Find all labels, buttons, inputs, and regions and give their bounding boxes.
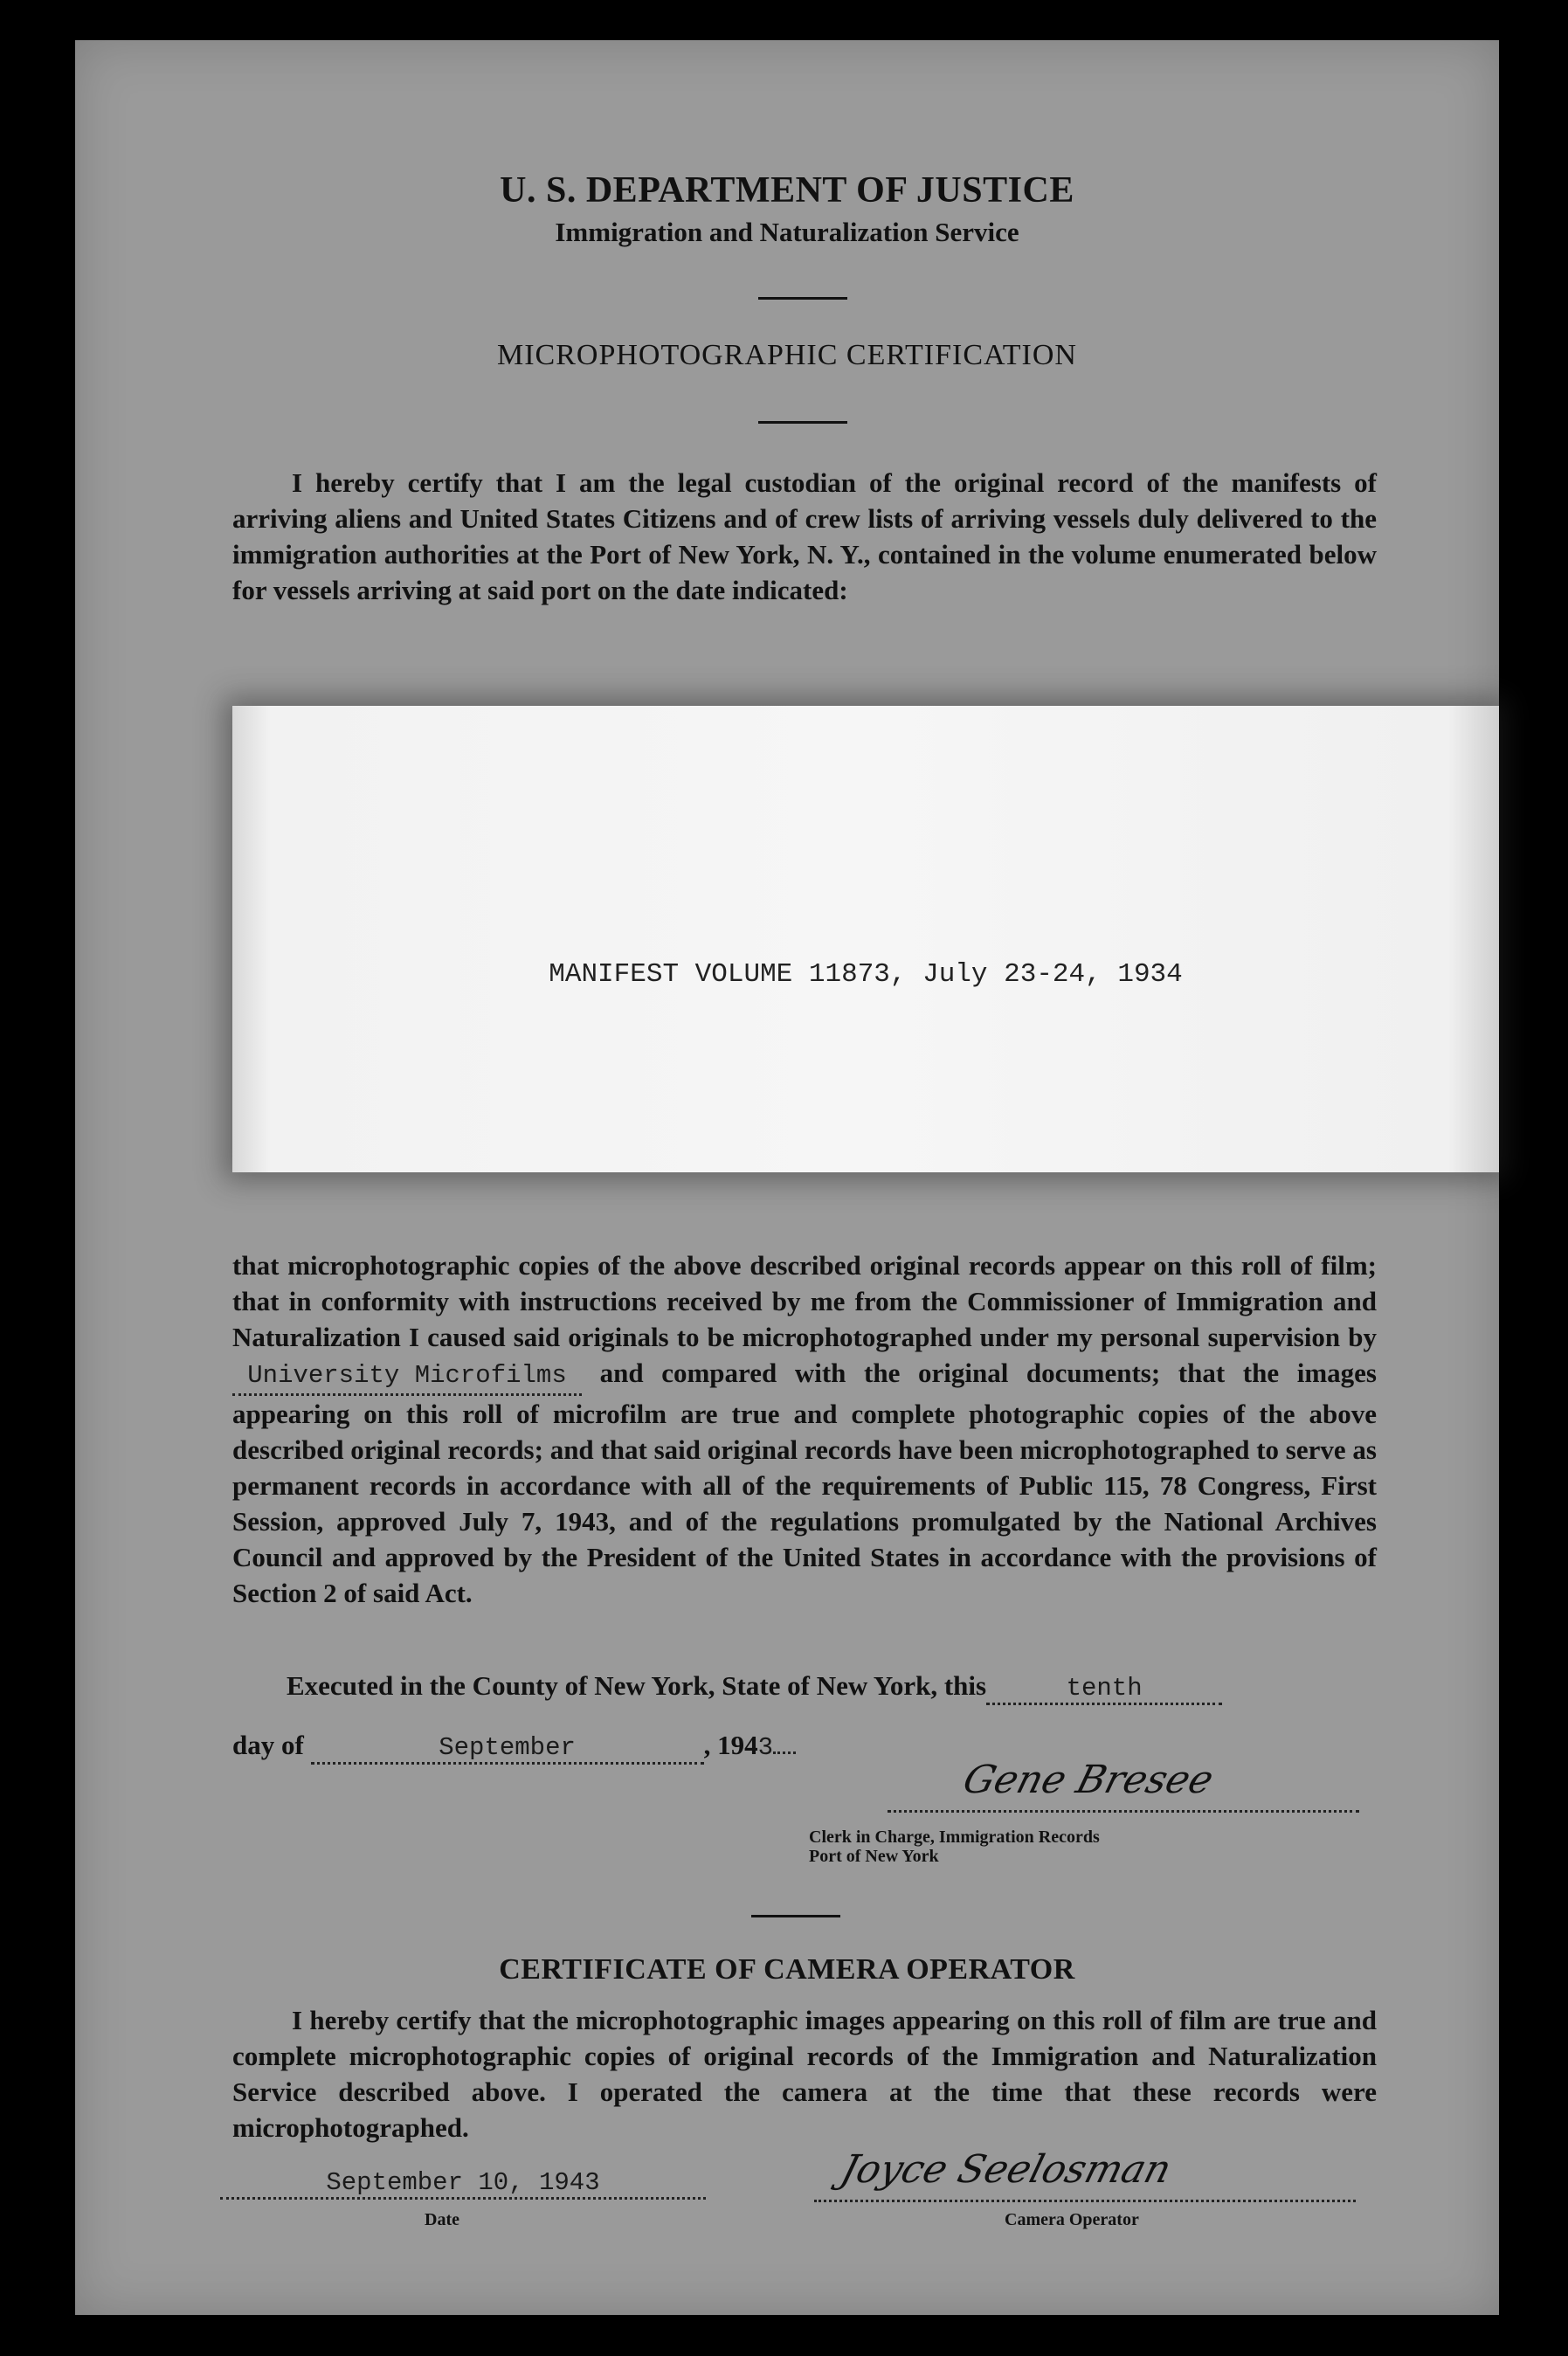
camera-certificate-paragraph: I hereby certify that the microphotographic images appearing on this roll of film are true and complete microphotographic copies of original records of the Immigration and Naturalization Service described above. I operated the camera at the time that these records were microphotographed.	[232, 2005, 1377, 2143]
execution-prefix: Executed in the County of New York, State of New York, this	[287, 1670, 987, 1701]
certification-body	[232, 1247, 1377, 1611]
supervisor-field: University Microfilms	[232, 1358, 582, 1396]
intro-paragraph: I hereby certify that I am the legal custodian of the original record of the manifests of arriving aliens and United States Citizens and of crew lists of arriving vessels duly delivered to the immigration authorities at the Port of New York, N. Y., contained in the volume enumerated below for vessels arriving at said port on the date indicated:	[232, 467, 1377, 605]
camera-date-label: Date	[425, 2210, 459, 2229]
camera-certificate-title: CERTIFICATE OF CAMERA OPERATOR	[499, 1953, 1075, 1986]
execution-day-field: tenth	[986, 1674, 1222, 1705]
clerk-title	[809, 1827, 1100, 1866]
certificate-sheet	[75, 40, 1499, 2315]
certification-title: MICROPHOTOGRAPHIC CERTIFICATION	[496, 339, 1077, 371]
manifest-slip	[232, 706, 1499, 1172]
body-part-1: that microphotographic copies of the above described original records appear on this roll of film; that in conformity with instructions received by me from the Commissioner of Immigration and Naturalization I caused said originals to be microphotographed under my personal supervision by	[232, 1250, 1377, 1352]
divider-rule-1	[758, 297, 847, 300]
clerk-signature: Gene Bresee	[958, 1758, 1219, 1802]
year-prefix: , 194	[703, 1730, 758, 1760]
divider-rule-3	[751, 1915, 840, 1917]
execution-month-field: September	[311, 1733, 704, 1765]
execution-date-line	[232, 1730, 796, 1765]
manifest-volume-text: MANIFEST VOLUME 11873, July 23-24, 1934	[549, 959, 1183, 990]
camera-operator-signature: Joyce Seelosman	[836, 2147, 1177, 2192]
clerk-signature-line	[888, 1810, 1359, 1813]
clerk-title-line-2: Port of New York	[809, 1847, 939, 1866]
year-dots	[773, 1751, 796, 1754]
service-subtitle: Immigration and Naturalization Service	[555, 217, 1019, 247]
day-of-label: day of	[232, 1730, 304, 1760]
body-part-2: and compared with the original documents; that the images appearing on this roll of microfilm are true and complete photographic copies of the above described original records; and that said original records have been microphotographed to serve as permanent records in accordance with all of the requirements of Public 115, 78 Congress, First Session, approved July 7, 1943, and of the regulations promulgated by the National Archives Council and approved by the President of the United States in accordance with the provisions of Section 2 of said Act.	[232, 1358, 1378, 1608]
camera-date-field: September 10, 1943	[220, 2168, 706, 2200]
camera-operator-signature-line	[814, 2200, 1356, 2202]
department-title: U. S. DEPARTMENT OF JUSTICE	[500, 170, 1074, 211]
divider-rule-2	[758, 421, 847, 424]
execution-line	[287, 1670, 1222, 1705]
year-digit: 3	[757, 1733, 773, 1762]
clerk-title-line-1: Clerk in Charge, Immigration Records	[809, 1827, 1100, 1847]
camera-operator-label: Camera Operator	[1005, 2210, 1139, 2229]
